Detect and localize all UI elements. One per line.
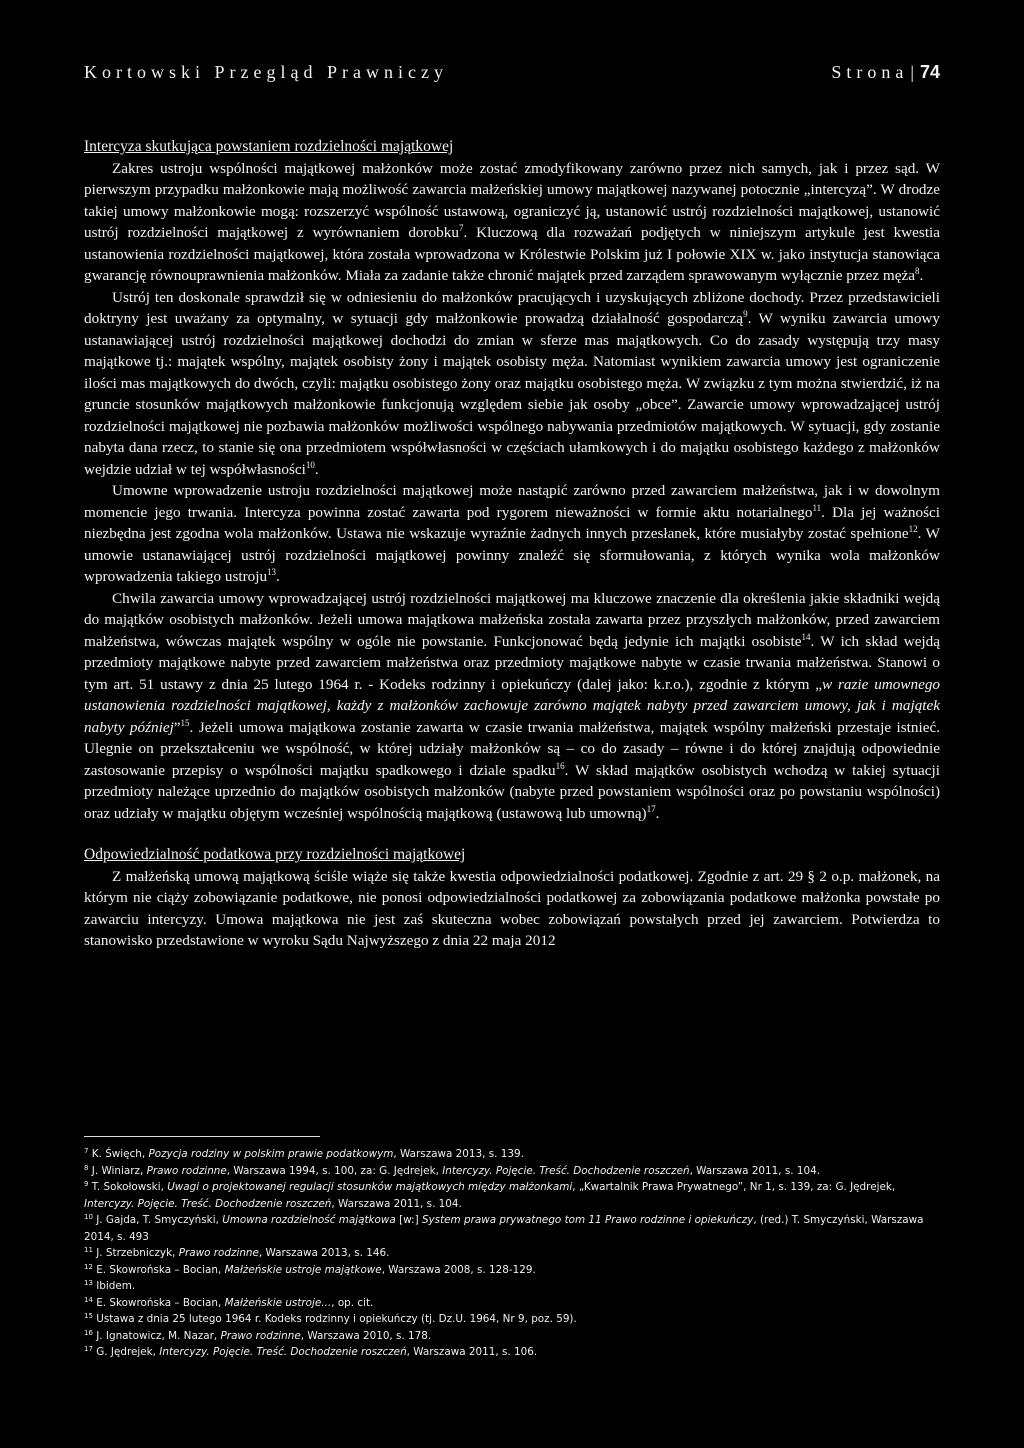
footnote-ref[interactable]: 16 — [555, 760, 565, 771]
quote: w razie umownego ustanowienia rozdzielności majątkowej, każdy z małżonków zachowuje zarówno majątek nabyty przed zawarciem umowy, jak i majątek nabyty później — [84, 675, 941, 736]
footnote: $^{11}$ J. Strzebniczyk, Prawo rodzinne, Warszawa 2013, s. 146. — [84, 1246, 390, 1259]
journal-title: Kortowski Przegląd Prawniczy — [84, 62, 448, 82]
footnote-ref[interactable]: 15 — [180, 717, 190, 728]
paragraph: Ustrój ten doskonale sprawdził się w odniesieniu do małżonków pracujących i uzyskujących zbliżone dochody. Przez przedstawicieli doktryny jest uważany za optymalny, w sytuacji gdy małżonkowie prowadzą działalność gospodarczą$^9$. W wyniku zawarcia umowy ustanawiającej ustrój rozdzielności majątkowej dochodzi do zmian w sferze mas majątkowych. Co do zasady występują trzy masy majątkowe tj.: majątek wspólny, majątek osobisty żony i majątek osobisty męża. Natomiast wynikiem zawarcia umowy jest ograniczenie ilości mas majątkowych do dwóch, czyli: majątku osobistego żony oraz majątku osobistego męża. W związku z tym można stwierdzić, iż na gruncie stosunków majątkowych małżonkowie funkcjonują względem siebie jak osoby „obce”. Zawarcie umowy wprowadzającej ustrój rozdzielności majątkowej nie pozbawia małżonków możliwości wspólnego nabywania przedmiotów majątkowych. W sytuacji, gdy zostanie nabyta dana rzecz, to stanie się ona przedmiotem współwłasności w częściach ułamkowych i do majątku osobistego każdego z małżonków wejdzie udział w tej współwłasności$^{10}$. — [84, 288, 940, 478]
footnote-ref[interactable]: 11 — [812, 502, 822, 513]
footnote: $^{14}$ E. Skowrońska – Bocian, Małżeńskie ustroje..., op. cit. — [84, 1295, 374, 1309]
page-indicator — [831, 62, 940, 83]
footnote: $^8$ J. Winiarz, Prawo rodzinne, Warszawa 1994, s. 100, za: G. Jędrejek, Intercyzy. Pojęcie. Treść. Dochodzenie roszczeń, Warszawa 2011, s. 104. — [84, 1163, 821, 1177]
footnote-ref[interactable]: 8 — [914, 266, 920, 276]
footnote-ref[interactable]: 10 — [305, 459, 315, 470]
section-title-intercyza: Intercyza skutkująca powstaniem rozdzielności majątkowej — [84, 138, 454, 155]
footnote: $^{13}$ Ibidem. — [84, 1279, 136, 1292]
section-title-odpowiedzialnosc: Odpowiedzialność podatkowa przy rozdzielności majątkowej — [84, 846, 466, 863]
footnote-ref[interactable]: 7 — [458, 223, 464, 233]
page-number: 74 — [919, 62, 940, 82]
footnote-ref[interactable]: 12 — [908, 524, 918, 534]
footnote-ref[interactable]: 17 — [646, 803, 656, 814]
footnote: $^{15}$ Ustawa z dnia 25 lutego 1964 r. Kodeks rodzinny i opiekuńczy (tj. Dz.U. 1964, Nr 9, poz. 59). — [84, 1312, 577, 1325]
page-header — [84, 62, 940, 83]
footnotes — [84, 1146, 940, 1361]
page-label: Strona — [831, 62, 909, 82]
paragraph: Z małżeńską umową majątkową ściśle wiąże się także kwestia odpowiedzialności podatkowej. Zgodnie z art. 29 § 2 o.p. małżonek, na którym nie ciąży zobowiązanie podatkowe, nie ponosi odpowiedzialności podatkowej za zobowiązania podatkowe małżonka powstałe po zawarciu intercyzy. Umowa majątkowa nie jest zaś skuteczna wobec zobowiązań powstałych przed jej zawarciem. Potwierdza to stanowisko przedstawione w wyroku Sądu Najwyższego z dnia 22 maja 2012 — [84, 867, 940, 949]
footnote-ref[interactable]: 13 — [267, 567, 277, 577]
paragraph: Chwila zawarcia umowy wprowadzającej ustrój rozdzielności majątkowej ma kluczowe znaczenie dla określenia jakie składniki wejdą do majątków osobistych małżonków. Jeżeli umowa majątkowa małżeńska została zawarta przez przyszłych małżonków, przed zawarciem małżeństwa, wówczas majątek wspólny w ogóle nie powstanie. Funkcjonować będą jedynie ich majątki osobiste$^{14}$. W ich skład wejdą przedmioty majątkowe nabyte przed zawarciem małżeństwa oraz przedmioty majątkowe nabyte w czasie trwania małżeństwa. Stanowi o tym art. 51 ustawy z dnia 25 lutego 1964 r. - Kodeks rodzinny i opiekuńczy (dalej jako: k.r.o.), zgodnie z którym „w razie umownego ustanowienia rozdzielności majątkowej, każdy z małżonków zachowuje zarówno majątek nabyty przed zawarciem umowy, jak i majątek nabyty później”$^{15}$. Jeżeli umowa majątkowa zostanie zawarta w czasie trwania małżeństwa, majątek wspólny małżeński przestaje istnieć. Ulegnie on przekształceniu we wspólność, w której udziały małżonków są – co do zasady – równe i do której znajdują odpowiednie zastosowanie przepisy o wspólności majątku spadkowego i dziale spadku$^{16}$. W skład majątków osobistych wchodzą w takiej sytuacji przedmioty należące uprzednio do majątków osobistych małżonków (nabyte przed powstaniem wspólności oraz po powstaniu wspólności) oraz udziały w majątku objętym wcześniej wspólnością majątkową (ustawową lub umowną)$^{17}$. — [84, 589, 941, 822]
footnote: $^{16}$ J. Ignatowicz, M. Nazar, Prawo rodzinne, Warszawa 2010, s. 178. — [84, 1328, 432, 1342]
paragraph: Umowne wprowadzenie ustroju rozdzielności majątkowej może nastąpić zarówno przed zawarciem małżeństwa, jak i w dowolnym momencie jego trwania. Intercyza powinna zostać zawarta pod rygorem nieważności w formie aktu notarialnego$^{11}$. Dla jej ważności niezbędna jest zgodna wola małżonków. Ustawa nie wskazuje wyraźnie żadnych innych przesłanek, które musiałyby zostać spełnione$^{12}$. W umowie ustanawiającej ustrój rozdzielności majątkowej powinny znaleźć się sformułowania, z których wynika wola małżonków wprowadzenia takiego ustroju$^{13}$. — [84, 482, 941, 585]
footnote-divider — [84, 1136, 320, 1137]
footnote: $^{12}$ E. Skowrońska – Bocian, Małżeńskie ustroje majątkowe, Warszawa 2008, s. 128-129. — [84, 1262, 536, 1276]
footnote-ref[interactable]: 9 — [743, 309, 748, 319]
article-body — [84, 136, 940, 952]
footnote-ref[interactable]: 14 — [801, 631, 811, 642]
page-separator: | — [910, 62, 914, 82]
paragraph: Zakres ustroju wspólności majątkowej małżonków może zostać zmodyfikowany zarówno przez nich samych, jak i przez sąd. W pierwszym przypadku małżonkowie mają możliwość zawarcia małżeńskiej umowy majątkowej nazywanej potocznie „intercyzą”. W drodze takiej umowy małżonkowie mogą: rozszerzyć wspólność ustawową, ograniczyć ją, ustanowić ustrój rozdzielności majątkowej, ustanowić ustrój rozdzielności majątkowej z wyrównaniem dorobku$^7$. Kluczową dla rozważań podjętych w niniejszym artykule jest kwestia ustanowienia rozdzielności majątkowej, która została wprowadzona w Królestwie Polskim już I połowie XIX w. jako instytucja stanowiąca gwarancję równouprawnienia małżonków. Miała za zadanie także chronić majątek przed zarządem sprawowanym wyłącznie przez męża$^8$. — [84, 159, 941, 284]
footnote: $^9$ T. Sokołowski, Uwagi o projektowanej regulacji stosunków majątkowych między małżonkami, „Kwartalnik Prawa Prywatnego”, Nr 1, s. 139, za: G. Jędrejek, Intercyzy. Pojęcie. Treść. Dochodzenie roszczeń, Warszawa 2011, s. 104. — [84, 1180, 896, 1210]
footnote: $^{10}$ J. Gajda, T. Smyczyński, Umowna rozdzielność majątkowa [w:] System prawa prywatnego tom 11 Prawo rodzinne i opiekuńczy, (red.) T. Smyczyński, Warszawa 2014, s. 493 — [84, 1213, 924, 1243]
footnote: $^{17}$ G. Jędrejek, Intercyzy. Pojęcie. Treść. Dochodzenie roszczeń, Warszawa 2011, s. 106. — [84, 1345, 538, 1358]
footnote: $^7$ K. Święch, Pozycja rodziny w polskim prawie podatkowym, Warszawa 2013, s. 139. — [84, 1147, 524, 1160]
